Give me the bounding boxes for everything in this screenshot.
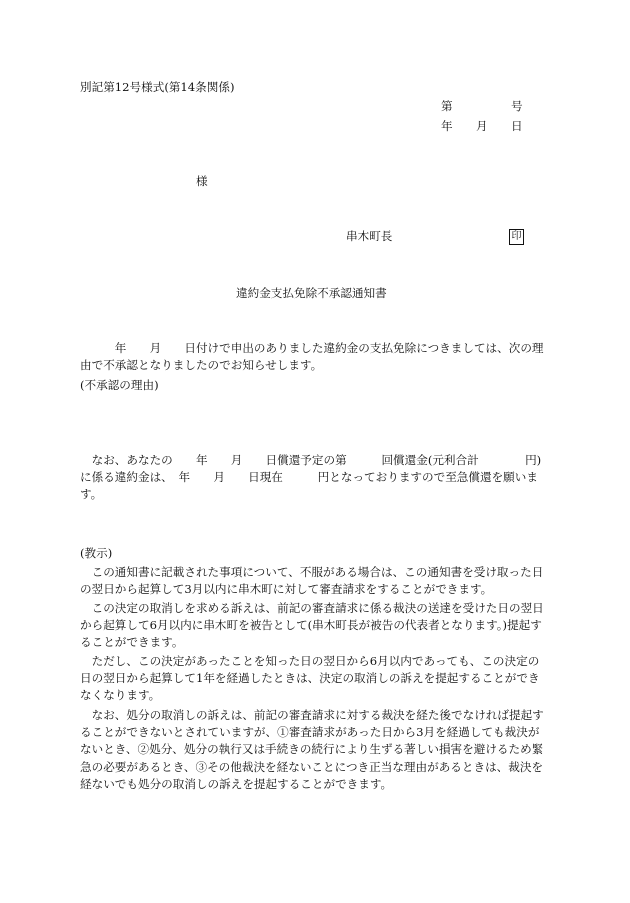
instruction-paragraph-4: なお、処分の取消しの訴えは、前記の審査請求に対する裁決を経た後でなければ提起することができないとされていますが、①審査請求があった日から3月を経過しても裁決がないとき、②処分、処分の執行又は手続きの続行により生ずる著しい損害を避けるため緊急の必要があるとき、③その他裁決を経ないことにつき正当な理由があるときは、裁決を経ないでも処分の取消しの訴えを提起することができます。 bbox=[80, 708, 544, 791]
document-number-suffix: 号 bbox=[511, 99, 523, 113]
date-year: 年 bbox=[441, 119, 453, 133]
addressee-suffix: 様 bbox=[196, 174, 208, 188]
instruction-paragraph-3: ただし、この決定があったことを知った日の翌日から6月以内であっても、この決定の日の翌日から起算して1年を経過したときは、決定の取消しの訴えを提起することができなくなります。 bbox=[80, 654, 540, 703]
instruction-paragraph-2: この決定の取消しを求める訴えは、前記の審査請求に係る裁決の送達を受けた日の翌日から起算して6月以内に串木町を被告として(串木町長が被告の代表者となります。)提起することができます。 bbox=[80, 601, 544, 650]
repayment-paragraph: なお、あなたの 年 月 日償還予定の第 回償還金(元利合計 円)に係る違約金は、 年 月 日現在 円となっておりますので至急償還を願います。 bbox=[80, 453, 542, 502]
seal-mark: 印 bbox=[509, 229, 524, 245]
reason-heading: (不承認の理由) bbox=[80, 378, 159, 392]
document-title: 違約金支払免除不承認通知書 bbox=[236, 286, 387, 300]
instruction-paragraph-1: この通知書に記載された事項について、不服がある場合は、この通知書を受け取った日の翌日から起算して3月以内に串木町に対して審査請求をすることができます。 bbox=[80, 565, 544, 597]
issuer-title: 串木町長 bbox=[346, 229, 393, 243]
form-label: 別記第12号様式(第14条関係) bbox=[80, 80, 235, 94]
notice-paragraph: 年 月 日付けで申出のありました違約金の支払免除につきましては、次の理由で不承認となりましたのでお知らせします。 bbox=[80, 341, 544, 373]
date-day: 日 bbox=[511, 119, 523, 133]
document-number-prefix: 第 bbox=[441, 99, 453, 113]
instruction-heading: (教示) bbox=[80, 546, 113, 560]
date-month: 月 bbox=[476, 119, 488, 133]
